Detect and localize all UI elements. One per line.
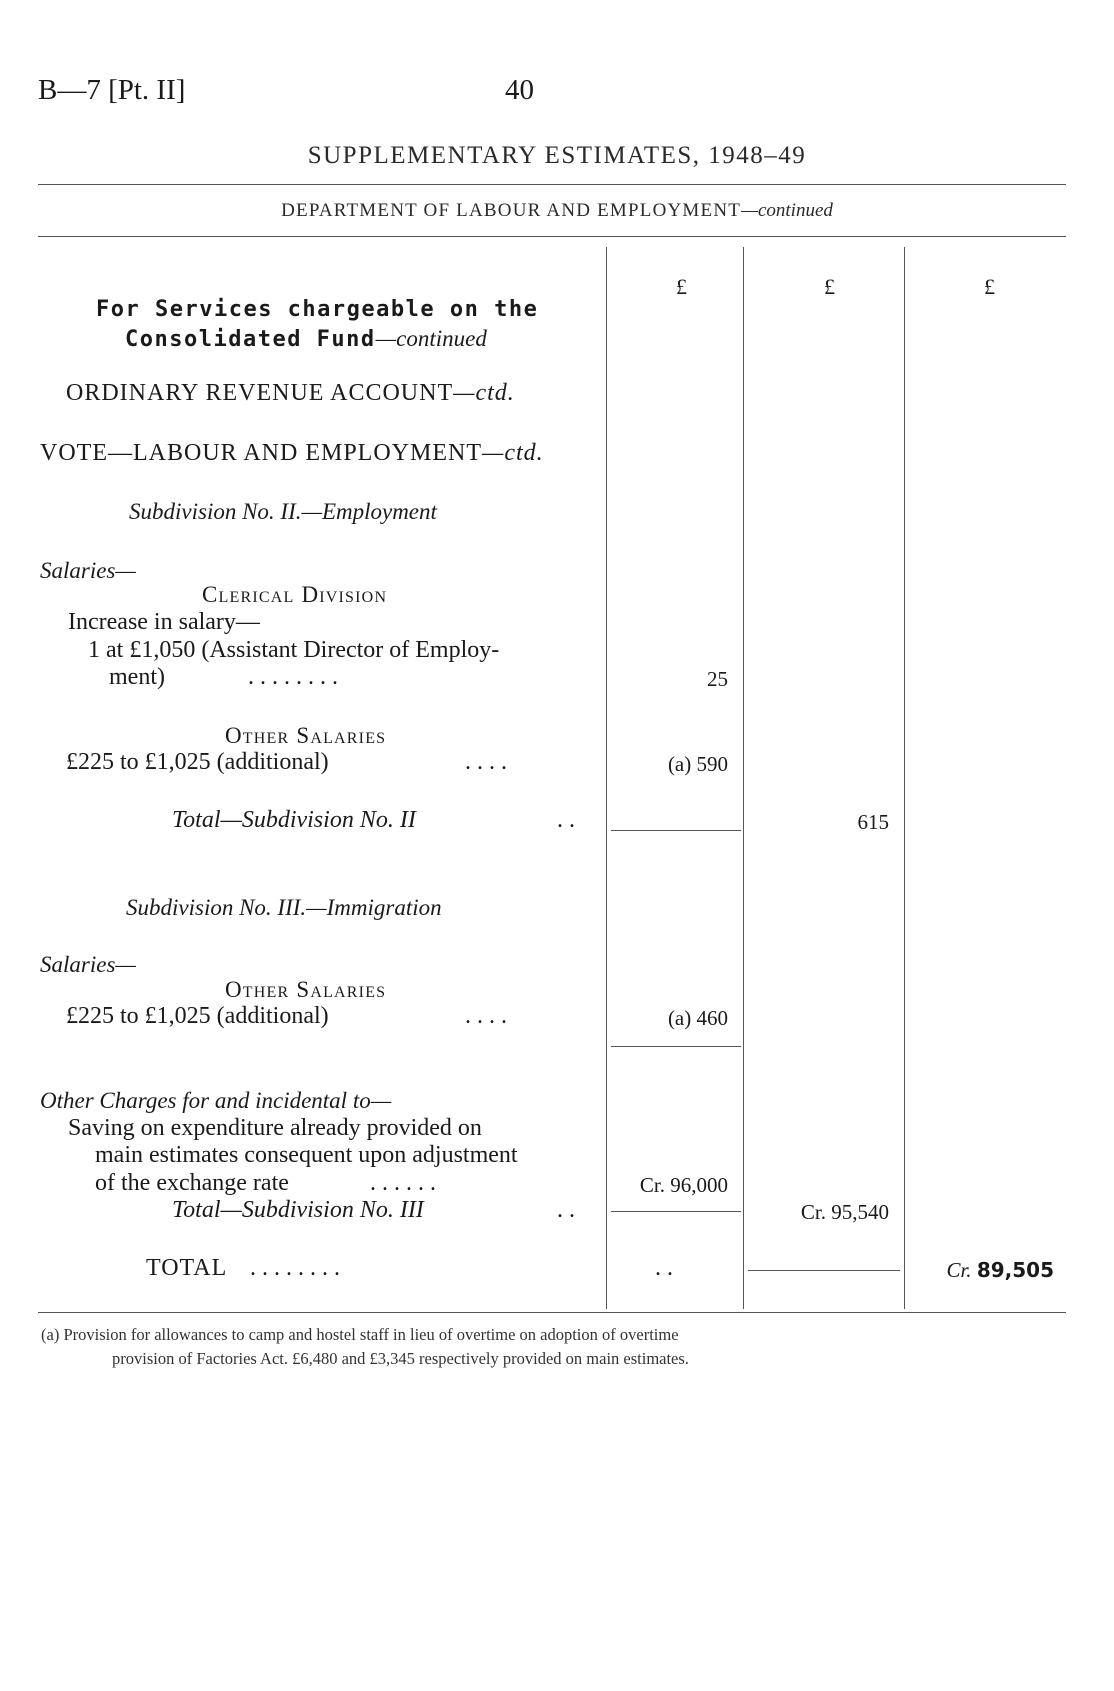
subdivision-2-other-salaries-value: (a) 590 bbox=[667, 752, 728, 776]
services-heading-line2 bbox=[125, 326, 487, 352]
column-3-unit: £ bbox=[984, 274, 995, 299]
column-2-unit: £ bbox=[824, 274, 835, 299]
subdivision-2-salaries: Salaries— bbox=[40, 558, 136, 583]
subdivision-3-sum-rule bbox=[611, 1211, 741, 1212]
subdivision-2-total-label: Total—Subdivision No. II bbox=[172, 807, 416, 833]
subdivision-2-total-leaders: . . bbox=[557, 807, 575, 833]
ordinary-revenue-continued: —ctd. bbox=[453, 380, 515, 406]
clerical-division-heading: Clerical Division bbox=[202, 582, 388, 607]
vote-heading bbox=[40, 440, 544, 467]
footnote-line1: (a) Provision for allowances to camp and hostel staff in lieu of overtime on adoption of overtime bbox=[41, 1325, 679, 1344]
subdivision-3-salaries: Salaries— bbox=[40, 952, 136, 977]
footnote-line2: provision of Factories Act. £6,480 and £3,345 respectively provided on main estimates. bbox=[112, 1349, 689, 1368]
grand-total-label: TOTAL bbox=[146, 1255, 228, 1281]
department-continued: —continued bbox=[741, 200, 833, 221]
title-rule bbox=[38, 184, 1066, 185]
subdivision-3-total-value: Cr. 95,540 bbox=[800, 1200, 889, 1224]
ordinary-revenue-label: ORDINARY REVENUE ACCOUNT bbox=[66, 380, 454, 406]
grand-total-col1: . . bbox=[655, 1255, 673, 1281]
ordinary-revenue-heading bbox=[66, 380, 515, 407]
column-1-unit: £ bbox=[676, 274, 687, 299]
other-charges-line1: Saving on expenditure already provided on bbox=[68, 1115, 482, 1141]
subdivision-3-other-salaries-leaders: . . . . bbox=[465, 1003, 507, 1029]
subdivision-3-other-salaries-text: £225 to £1,025 (additional) bbox=[66, 1003, 329, 1029]
department-name: DEPARTMENT OF LABOUR AND EMPLOYMENT bbox=[281, 200, 742, 221]
consolidated-fund: Consolidated Fund bbox=[125, 327, 376, 352]
grand-total-leaders: . . . . . . . . bbox=[250, 1255, 340, 1281]
subdivision-2-total-value: 615 bbox=[857, 810, 889, 834]
assistant-director-line2: ment) bbox=[109, 664, 165, 690]
other-charges-line3: of the exchange rate bbox=[95, 1170, 289, 1196]
subdivision-2-other-salaries-text: £225 to £1,025 (additional) bbox=[66, 749, 329, 775]
subdivision-2-heading: Subdivision No. II.—Employment bbox=[129, 499, 437, 524]
subdivision-3-other-salaries-heading: Other Salaries bbox=[225, 977, 387, 1002]
subdivision-3-salaries-rule bbox=[611, 1046, 741, 1047]
other-charges-line2: main estimates consequent upon adjustment bbox=[95, 1142, 518, 1168]
page-number: 40 bbox=[505, 74, 534, 106]
services-continued: —continued bbox=[375, 326, 487, 351]
column-separator-1 bbox=[606, 247, 607, 1309]
grand-total-credit-prefix: Cr. bbox=[946, 1258, 972, 1282]
subdivision-3-total-leaders: . . bbox=[557, 1197, 575, 1223]
subdivision-3-heading: Subdivision No. III.—Immigration bbox=[126, 895, 442, 920]
table-bottom-rule bbox=[38, 1312, 1066, 1313]
grand-total-value-cell bbox=[904, 1258, 1054, 1283]
assistant-director-value: 25 bbox=[707, 667, 728, 691]
department-heading bbox=[0, 200, 1114, 222]
increase-in-salary: Increase in salary— bbox=[68, 609, 260, 635]
other-charges-heading: Other Charges for and incidental to— bbox=[40, 1088, 392, 1113]
assistant-director-leaders: . . . . . . . . bbox=[248, 664, 338, 690]
table-top-rule bbox=[38, 236, 1066, 237]
other-charges-leaders: . . . . . . bbox=[370, 1170, 436, 1196]
vote-label: VOTE—LABOUR AND EMPLOYMENT bbox=[40, 440, 482, 466]
page-ref: B—7 [Pt. II] bbox=[38, 74, 186, 106]
assistant-director-line1: 1 at £1,050 (Assistant Director of Employ- bbox=[88, 637, 500, 663]
column-separator-3 bbox=[904, 247, 905, 1309]
subdivision-2-other-salaries-leaders: . . . . bbox=[465, 749, 507, 775]
vote-continued: —ctd. bbox=[482, 440, 544, 466]
services-heading-line1: For Services chargeable on the bbox=[96, 297, 539, 322]
subdivision-3-other-salaries-value: (a) 460 bbox=[667, 1006, 728, 1030]
column-separator-2 bbox=[743, 247, 744, 1309]
subdivision-2-sum-rule bbox=[611, 830, 741, 831]
grand-total-value: 89,505 bbox=[976, 1258, 1054, 1282]
subdivision-2-other-salaries-heading: Other Salaries bbox=[225, 723, 387, 748]
subdivision-3-total-label: Total—Subdivision No. III bbox=[172, 1197, 424, 1223]
grand-total-sum-rule bbox=[748, 1270, 900, 1271]
document-title: SUPPLEMENTARY ESTIMATES, 1948–49 bbox=[307, 142, 807, 169]
other-charges-value: Cr. 96,000 bbox=[639, 1173, 728, 1197]
